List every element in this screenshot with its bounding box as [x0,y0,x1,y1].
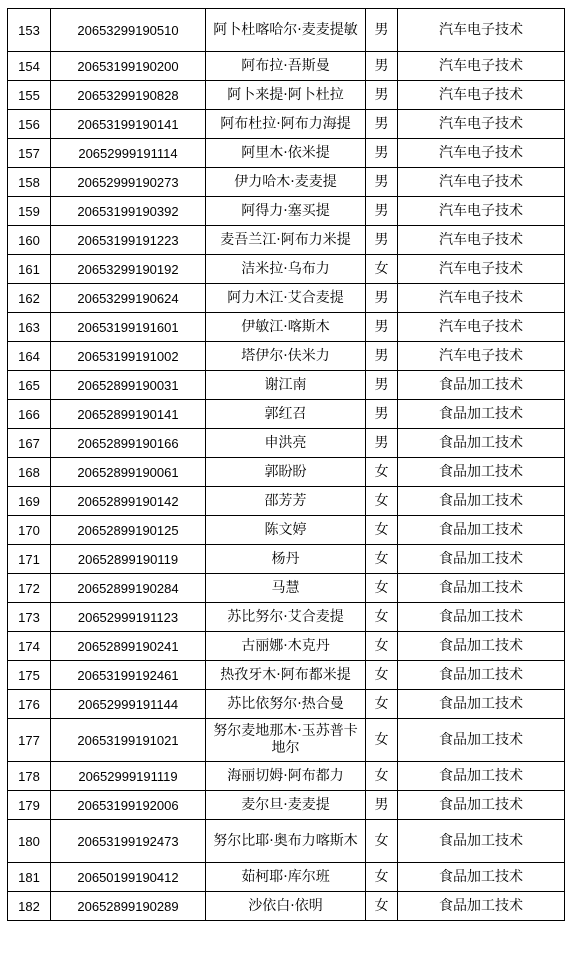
gender-cell: 女 [366,458,398,487]
name-cell: 塔伊尔·伕米力 [206,342,366,371]
major-cell: 食品加工技术 [398,632,565,661]
table-row [8,632,565,661]
seq-cell: 153 [8,9,51,52]
table-row [8,820,565,863]
name-cell: 麦吾兰江·阿布力米提 [206,226,366,255]
seq-cell: 163 [8,313,51,342]
student-id-cell: 20650199190412 [51,863,206,892]
table-row [8,52,565,81]
table-row [8,284,565,313]
name-cell: 陈文婷 [206,516,366,545]
gender-cell: 女 [366,690,398,719]
major-cell: 食品加工技术 [398,719,565,762]
seq-cell: 162 [8,284,51,313]
student-id-cell: 20652899190061 [51,458,206,487]
gender-cell: 女 [366,487,398,516]
name-cell: 申洪亮 [206,429,366,458]
name-cell: 阿布拉·吾斯曼 [206,52,366,81]
seq-cell: 160 [8,226,51,255]
seq-cell: 173 [8,603,51,632]
name-cell: 郭盼盼 [206,458,366,487]
name-cell: 海丽切姆·阿布都力 [206,762,366,791]
seq-cell: 169 [8,487,51,516]
major-cell: 食品加工技术 [398,820,565,863]
name-cell: 努尔麦地那木·玉苏普卡地尔 [206,719,366,762]
name-cell: 伊敏江·喀斯木 [206,313,366,342]
name-cell: 沙依白·依明 [206,892,366,921]
major-cell: 食品加工技术 [398,487,565,516]
student-id-cell: 20653299190624 [51,284,206,313]
gender-cell: 男 [366,226,398,255]
name-cell: 邵芳芳 [206,487,366,516]
student-id-cell: 20652899190031 [51,371,206,400]
gender-cell: 女 [366,516,398,545]
student-id-cell: 20652899190142 [51,487,206,516]
major-cell: 食品加工技术 [398,892,565,921]
gender-cell: 男 [366,139,398,168]
student-id-cell: 20653199192006 [51,791,206,820]
gender-cell: 男 [366,400,398,429]
major-cell: 汽车电子技术 [398,255,565,284]
name-cell: 马慧 [206,574,366,603]
seq-cell: 181 [8,863,51,892]
gender-cell: 女 [366,863,398,892]
major-cell: 汽车电子技术 [398,226,565,255]
seq-cell: 166 [8,400,51,429]
major-cell: 汽车电子技术 [398,342,565,371]
table-row [8,690,565,719]
student-id-cell: 20653199191002 [51,342,206,371]
gender-cell: 男 [366,371,398,400]
name-cell: 郭红召 [206,400,366,429]
major-cell: 汽车电子技术 [398,110,565,139]
table-row [8,719,565,762]
student-id-cell: 20652899190166 [51,429,206,458]
name-cell: 谢江南 [206,371,366,400]
student-id-cell: 20653199192461 [51,661,206,690]
major-cell: 食品加工技术 [398,545,565,574]
name-cell: 杨丹 [206,545,366,574]
table-row [8,139,565,168]
major-cell: 汽车电子技术 [398,168,565,197]
table-row [8,226,565,255]
table-row [8,661,565,690]
table-row [8,342,565,371]
seq-cell: 155 [8,81,51,110]
gender-cell: 女 [366,545,398,574]
student-id-cell: 20653299190828 [51,81,206,110]
gender-cell: 男 [366,81,398,110]
gender-cell: 男 [366,9,398,52]
gender-cell: 男 [366,168,398,197]
major-cell: 食品加工技术 [398,400,565,429]
student-id-cell: 20652899190241 [51,632,206,661]
name-cell: 努尔比耶·奥布力喀斯木 [206,820,366,863]
seq-cell: 156 [8,110,51,139]
seq-cell: 177 [8,719,51,762]
major-cell: 食品加工技术 [398,863,565,892]
table-row [8,516,565,545]
table-row [8,863,565,892]
name-cell: 苏比依努尔·热合曼 [206,690,366,719]
seq-cell: 176 [8,690,51,719]
major-cell: 汽车电子技术 [398,9,565,52]
seq-cell: 182 [8,892,51,921]
student-id-cell: 20652899190289 [51,892,206,921]
gender-cell: 男 [366,197,398,226]
major-cell: 食品加工技术 [398,516,565,545]
student-id-cell: 20652899190125 [51,516,206,545]
gender-cell: 女 [366,574,398,603]
seq-cell: 164 [8,342,51,371]
seq-cell: 168 [8,458,51,487]
gender-cell: 男 [366,342,398,371]
seq-cell: 171 [8,545,51,574]
major-cell: 食品加工技术 [398,429,565,458]
seq-cell: 175 [8,661,51,690]
student-id-cell: 20653299190192 [51,255,206,284]
gender-cell: 女 [366,603,398,632]
student-id-cell: 20652999190273 [51,168,206,197]
gender-cell: 男 [366,313,398,342]
student-id-cell: 20652899190119 [51,545,206,574]
gender-cell: 女 [366,762,398,791]
table-row [8,429,565,458]
major-cell: 食品加工技术 [398,762,565,791]
seq-cell: 154 [8,52,51,81]
student-id-cell: 20652999191144 [51,690,206,719]
table-row [8,168,565,197]
table-row [8,110,565,139]
major-cell: 食品加工技术 [398,661,565,690]
major-cell: 汽车电子技术 [398,52,565,81]
seq-cell: 161 [8,255,51,284]
table-row [8,603,565,632]
seq-cell: 174 [8,632,51,661]
major-cell: 食品加工技术 [398,603,565,632]
seq-cell: 159 [8,197,51,226]
name-cell: 阿卜杜喀哈尔·麦麦提敏 [206,9,366,52]
name-cell: 阿卜来提·阿卜杜拉 [206,81,366,110]
table-row [8,574,565,603]
major-cell: 汽车电子技术 [398,313,565,342]
name-cell: 阿布杜拉·阿布力海提 [206,110,366,139]
seq-cell: 157 [8,139,51,168]
table-row [8,371,565,400]
table-row [8,9,565,52]
student-id-cell: 20652999191119 [51,762,206,791]
name-cell: 麦尔旦·麦麦提 [206,791,366,820]
student-roster-table [7,8,565,921]
seq-cell: 180 [8,820,51,863]
table-row [8,458,565,487]
seq-cell: 179 [8,791,51,820]
student-id-cell: 20653199192473 [51,820,206,863]
table-row [8,400,565,429]
name-cell: 茹柯耶·库尔班 [206,863,366,892]
major-cell: 食品加工技术 [398,574,565,603]
gender-cell: 男 [366,52,398,81]
student-id-cell: 20653199191601 [51,313,206,342]
table-row [8,197,565,226]
table-row [8,313,565,342]
seq-cell: 170 [8,516,51,545]
roster-body [8,9,565,921]
name-cell: 苏比努尔·艾合麦提 [206,603,366,632]
student-id-cell: 20653199190200 [51,52,206,81]
table-row [8,255,565,284]
name-cell: 阿力木江·艾合麦提 [206,284,366,313]
seq-cell: 172 [8,574,51,603]
major-cell: 汽车电子技术 [398,284,565,313]
name-cell: 伊力哈木·麦麦提 [206,168,366,197]
name-cell: 阿得力·塞买提 [206,197,366,226]
major-cell: 汽车电子技术 [398,81,565,110]
gender-cell: 女 [366,661,398,690]
gender-cell: 女 [366,820,398,863]
seq-cell: 158 [8,168,51,197]
seq-cell: 165 [8,371,51,400]
table-row [8,487,565,516]
table-row [8,791,565,820]
student-id-cell: 20652899190284 [51,574,206,603]
major-cell: 汽车电子技术 [398,197,565,226]
student-id-cell: 20653299190510 [51,9,206,52]
student-id-cell: 20652999191114 [51,139,206,168]
table-row [8,545,565,574]
gender-cell: 女 [366,632,398,661]
name-cell: 热孜牙木·阿布都米提 [206,661,366,690]
gender-cell: 女 [366,719,398,762]
seq-cell: 167 [8,429,51,458]
gender-cell: 男 [366,284,398,313]
student-id-cell: 20653199191021 [51,719,206,762]
student-id-cell: 20652899190141 [51,400,206,429]
gender-cell: 男 [366,110,398,139]
gender-cell: 女 [366,255,398,284]
major-cell: 食品加工技术 [398,458,565,487]
table-row [8,81,565,110]
major-cell: 食品加工技术 [398,690,565,719]
name-cell: 洁米拉·乌布力 [206,255,366,284]
major-cell: 食品加工技术 [398,371,565,400]
gender-cell: 女 [366,892,398,921]
table-row [8,762,565,791]
student-id-cell: 20652999191123 [51,603,206,632]
table-row [8,892,565,921]
major-cell: 汽车电子技术 [398,139,565,168]
student-id-cell: 20653199191223 [51,226,206,255]
gender-cell: 男 [366,429,398,458]
student-id-cell: 20653199190392 [51,197,206,226]
gender-cell: 男 [366,791,398,820]
seq-cell: 178 [8,762,51,791]
student-id-cell: 20653199190141 [51,110,206,139]
major-cell: 食品加工技术 [398,791,565,820]
name-cell: 阿里木·依米提 [206,139,366,168]
name-cell: 古丽娜·木克丹 [206,632,366,661]
